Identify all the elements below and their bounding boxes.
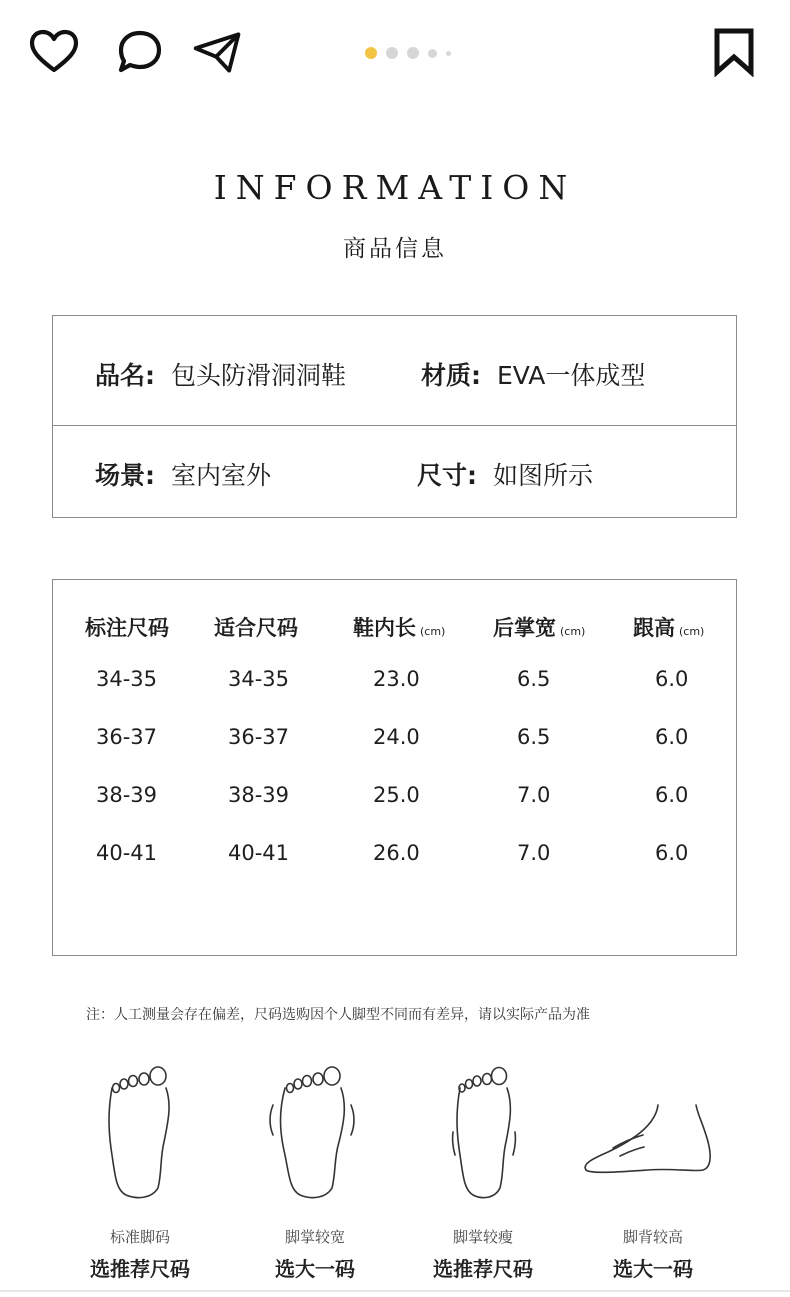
divider — [0, 1290, 790, 1292]
scene-value: 室内室外 — [171, 461, 272, 490]
foot-caption: 标准脚码 — [109, 1228, 170, 1246]
carousel-dot[interactable] — [407, 47, 419, 59]
header-label: 标注尺码 — [85, 616, 169, 640]
table-cell: 38-39 — [96, 783, 158, 807]
name-label: 品名: — [95, 361, 155, 390]
table-cell: 25.0 — [373, 783, 420, 807]
table-cell: 38-39 — [228, 783, 290, 807]
table-cell: 34-35 — [228, 667, 290, 691]
foot-tip: 选大一码 — [275, 1257, 355, 1281]
info-row — [53, 316, 736, 426]
bookmark-icon[interactable] — [708, 28, 760, 76]
narrow-foot-icon — [405, 1060, 565, 1210]
comment-icon[interactable] — [114, 28, 166, 76]
scene-label: 场景: — [95, 461, 155, 490]
header-label: 适合尺码 — [214, 616, 298, 640]
size-table — [52, 579, 737, 956]
table-cell: 6.5 — [517, 725, 551, 749]
table-cell: 40-41 — [228, 841, 290, 865]
header-unit: (cm) — [560, 625, 586, 638]
product-scene — [95, 456, 271, 492]
table-cell: 6.5 — [517, 667, 551, 691]
table-cell: 40-41 — [96, 841, 158, 865]
material-label: 材质: — [421, 361, 481, 390]
name-value: 包头防滑洞洞鞋 — [171, 361, 347, 390]
send-icon[interactable] — [192, 28, 244, 76]
wide-foot-icon — [233, 1060, 393, 1210]
size-label: 尺寸: — [417, 461, 477, 490]
material-value: EVA一体成型 — [497, 361, 646, 390]
page-subtitle: 商品信息 — [343, 236, 447, 262]
table-cell: 36-37 — [96, 725, 158, 749]
table-cell: 24.0 — [373, 725, 420, 749]
foot-tip: 选大一码 — [613, 1257, 693, 1281]
table-header-cell — [353, 612, 445, 642]
table-cell: 6.0 — [655, 841, 689, 865]
page-title: INFORMATION — [213, 168, 577, 207]
carousel-dot[interactable] — [386, 47, 398, 59]
header-label: 跟高 — [633, 616, 675, 640]
header-label: 鞋内长 — [353, 616, 416, 640]
product-material — [421, 356, 645, 392]
high-instep-foot-icon — [578, 1060, 738, 1210]
foot-tip: 选推荐尺码 — [433, 1257, 533, 1281]
table-header-cell — [85, 612, 169, 642]
table-cell: 7.0 — [517, 841, 551, 865]
table-cell: 6.0 — [655, 783, 689, 807]
header-unit: (cm) — [679, 625, 705, 638]
foot-tip: 选推荐尺码 — [90, 1257, 190, 1281]
carousel-indicator — [365, 47, 451, 59]
foot-caption: 脚背较高 — [622, 1228, 683, 1246]
heart-icon[interactable] — [28, 28, 80, 76]
product-size — [417, 456, 593, 492]
standard-foot-icon — [60, 1060, 220, 1210]
product-info-box — [52, 315, 737, 518]
size-value: 如图所示 — [493, 461, 594, 490]
foot-caption: 脚掌较宽 — [284, 1228, 345, 1246]
carousel-dot-active[interactable] — [365, 47, 377, 59]
table-cell: 26.0 — [373, 841, 420, 865]
info-row — [53, 426, 736, 518]
table-header-cell — [633, 612, 704, 642]
table-cell: 6.0 — [655, 667, 689, 691]
table-cell: 6.0 — [655, 725, 689, 749]
table-cell: 23.0 — [373, 667, 420, 691]
carousel-dot[interactable] — [428, 49, 437, 58]
measurement-note: 注：人工测量会存在偏差，尺码选购因个人脚型不同而有差异，请以实际产品为准 — [86, 1007, 590, 1023]
table-cell: 36-37 — [228, 725, 290, 749]
header-label: 后掌宽 — [493, 616, 556, 640]
top-action-bar — [0, 0, 790, 110]
product-name — [95, 356, 346, 392]
table-header-cell — [214, 612, 298, 642]
table-cell: 34-35 — [96, 667, 158, 691]
table-header-cell — [493, 612, 585, 642]
carousel-dot[interactable] — [446, 51, 451, 56]
table-cell: 7.0 — [517, 783, 551, 807]
foot-caption: 脚掌较瘦 — [452, 1228, 513, 1246]
header-unit: (cm) — [420, 625, 446, 638]
